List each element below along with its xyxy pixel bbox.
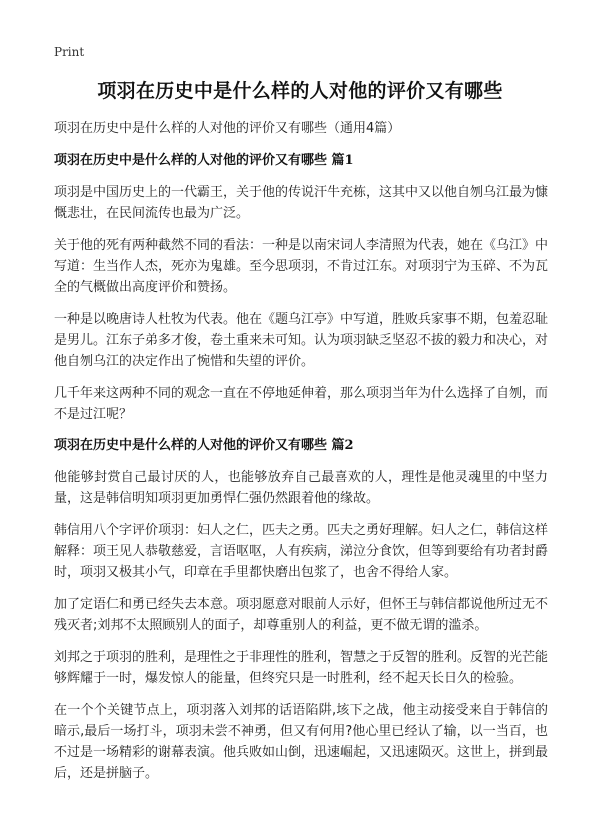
paragraph: 加了定语仁和勇已经失去本意。项羽愿意对眼前人示好，但怀王与韩信都说他所过无不残灭者;刘邦不太照顾别人的面子，却尊重别人的利益，更不做无谓的滥杀。: [54, 597, 549, 633]
paragraph: 他能够封赏自己最讨厌的人，也能够放弃自己最喜欢的人，理性是他灵魂里的中坚力量，这是韩信明知项羽更加勇悍仁强仍然跟着他的缘故。: [54, 470, 548, 506]
paragraph: 关于他的死有两种截然不同的看法：一种是以南宋词人李清照为代表，她在《乌江》中写道：生当作人杰，死亦为鬼雄。至今思项羽，不肯过江东。对项羽宁为玉碎、不为瓦全的气概做出高度评价和赞扬。: [54, 238, 549, 295]
paragraph: 韩信用八个字评价项羽：妇人之仁，匹夫之勇。匹夫之勇好理解。妇人之仁，韩信这样解释：项王见人恭敬慈爱，言语呕呕，人有疾病，涕泣分食饮，但等到要给有功者封爵时，项羽又极其小气，印章在手里都快磨出包浆了，也舍不得给人家。: [54, 523, 549, 580]
section-heading-1: 项羽在历史中是什么样的人对他的评价又有哪些 篇1: [54, 153, 354, 168]
paragraph: 在一个个关键节点上，项羽落入刘邦的话语陷阱,垓下之战，他主动接受来自于韩信的暗示,最后一场打斗，项羽未尝不神勇，但又有何用?他心里已经认了输，以一当百，也不过是一场精彩的谢幕表演。他兵败如山倒，迅速崛起，又迅速陨灭。这世上，拼到最后，还是拼脑子。: [54, 703, 549, 781]
article-body: [54, 119, 548, 795]
paragraph: 几千年来这两种不同的观念一直在不停地延伸着，那么项羽当年为什么选择了自刎，而不是过江呢？: [54, 386, 549, 422]
page-title: 项羽在历史中是什么样的人对他的评价又有哪些: [97, 80, 503, 102]
article-subtitle: 项羽在历史中是什么样的人对他的评价又有哪些（通用4篇）: [54, 121, 401, 136]
paragraph: 一种是以晚唐诗人杜牧为代表。他在《题乌江亭》中写道，胜败兵家事不期，包羞忍耻是男儿。江东子弟多才俊，卷土重来未可知。认为项羽缺乏坚忍不拔的毅力和决心，对他自刎乌江的决定作出了惋惜和失望的评价。: [54, 312, 549, 369]
paragraph: 刘邦之于项羽的胜利，是理性之于非理性的胜利，智慧之于反智的胜利。反智的光芒能够辉耀于一时，爆发惊人的能量，但终究只是一时胜利，经不起天长日久的检验。: [54, 650, 549, 686]
paragraph: 项羽是中国历史上的一代霸王，关于他的传说汗牛充栋，这其中又以他自刎乌江最为慷慨悲壮，在民间流传也最为广泛。: [54, 185, 549, 221]
print-link[interactable]: Print: [54, 45, 85, 59]
section-heading-2: 项羽在历史中是什么样的人对他的评价又有哪些 篇2: [54, 438, 354, 453]
